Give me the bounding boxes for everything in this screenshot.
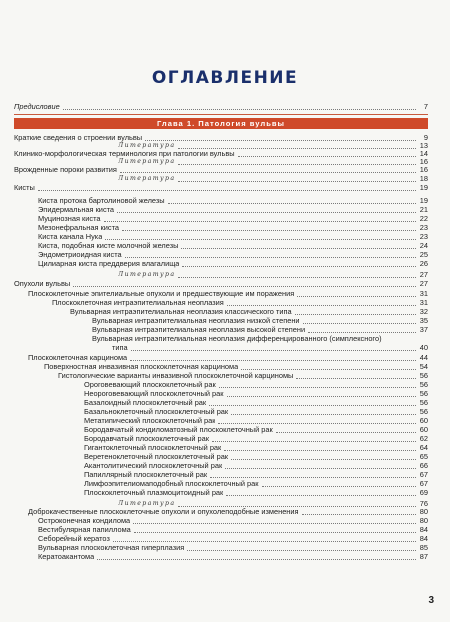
toc-entry-text: Плоскоклеточные эпителиальные опухоли и предшествующие им поражения	[28, 289, 295, 298]
toc-entry-page: 22	[419, 214, 428, 223]
toc-entry-page: 25	[419, 250, 428, 259]
toc-entry-page: 44	[419, 353, 428, 362]
leader-dots	[241, 368, 416, 370]
toc-entry-page: 76	[419, 499, 428, 508]
toc-entry-text: Врожденные пороки развития	[14, 165, 117, 174]
toc-entry[interactable]	[84, 380, 428, 389]
toc-entry-text: Акантолитический плоскоклеточный рак	[84, 461, 223, 470]
leader-dots	[227, 304, 416, 306]
toc-entry[interactable]	[38, 232, 428, 241]
toc-entry[interactable]	[84, 425, 428, 434]
toc-entry-page: 18	[419, 174, 428, 183]
toc-entry-page: 62	[419, 434, 428, 443]
toc-entry[interactable]	[38, 241, 428, 250]
toc-entry-text: Метатипический плоскоклеточный рак	[84, 416, 216, 425]
toc-entry[interactable]	[44, 362, 428, 371]
leader-dots	[130, 359, 416, 361]
toc-entry-text: Вульварная интраэпителиальная неоплазия высокой степени	[92, 325, 306, 334]
leader-dots	[105, 238, 416, 240]
divider-line	[14, 114, 428, 115]
toc-entry-text: Бородавчатый плоскоклеточный рак	[84, 434, 209, 443]
toc-entry[interactable]	[38, 525, 428, 534]
toc-entry-page: 19	[419, 183, 428, 192]
toc-entry-page: 67	[419, 470, 428, 479]
leader-dots	[168, 202, 416, 204]
toc-entry[interactable]	[38, 223, 428, 232]
toc-entry-text: Гистологические варианты инвазивной плоскоклеточной карциномы	[58, 371, 294, 380]
toc-entry-page: 56	[419, 407, 428, 416]
leader-dots	[187, 549, 416, 551]
toc-entry-text: Киста, подобная кисте молочной железы	[38, 241, 179, 250]
toc-entry-text: Литература	[118, 271, 176, 278]
toc-entry-page: 19	[419, 196, 428, 205]
toc-entry-page: 80	[419, 507, 428, 516]
toc-entry-text: Предисловие	[14, 102, 60, 111]
toc-entry[interactable]	[58, 371, 428, 380]
toc-entry-text: Себорейный кератоз	[38, 534, 110, 543]
toc-entry-page: 16	[419, 157, 428, 166]
toc-entry-page: 9	[423, 133, 428, 142]
toc-entry[interactable]	[38, 214, 428, 223]
toc-entry-text: Плоскоклеточная карцинома	[28, 353, 128, 362]
toc-entry[interactable]	[28, 289, 428, 298]
toc-entry-page: 54	[419, 362, 428, 371]
toc-entry[interactable]	[92, 325, 428, 334]
toc-entry[interactable]	[84, 434, 428, 443]
leader-dots	[133, 522, 416, 524]
toc-entry-text: Бородавчатый кондиломатозный плоскоклеточный рак	[84, 425, 273, 434]
chapter-heading[interactable]: Глава 1. Патология вульвы	[14, 118, 428, 129]
toc-entry-page: 40	[419, 343, 428, 352]
toc-entry-text: Остроконечная кондилома	[38, 516, 131, 525]
toc-entry-page: 21	[419, 205, 428, 214]
toc-entry[interactable]	[84, 416, 428, 425]
toc-entry-page: 56	[419, 380, 428, 389]
toc-entry-page: 16	[419, 165, 428, 174]
toc-entry-text: Гигантоклеточный плоскоклеточный рак	[84, 443, 222, 452]
leader-dots	[302, 513, 416, 515]
toc-entry[interactable]	[84, 407, 428, 416]
toc-entry[interactable]	[14, 165, 428, 174]
leader-dots	[303, 322, 416, 324]
toc-entry-page: 66	[419, 461, 428, 470]
toc-entry-page: 67	[419, 479, 428, 488]
leader-dots	[295, 313, 416, 315]
toc-entry-text: Ороговевающий плоскоклеточный рак	[84, 380, 216, 389]
toc-entry[interactable]	[92, 334, 428, 343]
toc-entry-text: Вульварная интраэпителиальная неоплазия классического типа	[70, 307, 292, 316]
toc-entry-page: 31	[419, 298, 428, 307]
toc-entry-text: типа	[112, 343, 128, 352]
toc-entry-page: 31	[419, 289, 428, 298]
toc-entry-text: Литература	[118, 142, 176, 149]
leader-dots	[125, 256, 416, 258]
leader-dots	[104, 220, 416, 222]
toc-entry-literature[interactable]	[118, 174, 428, 183]
toc-entry-preface[interactable]	[14, 102, 428, 111]
toc-entry[interactable]	[52, 298, 428, 307]
toc-entry[interactable]	[28, 353, 428, 362]
toc-entry-page: 23	[419, 232, 428, 241]
leader-dots	[225, 467, 416, 469]
toc-entry-text: Доброкачественные плоскоклеточные опухоли и опухолеподобные изменения	[28, 507, 299, 516]
leader-dots	[63, 108, 416, 110]
toc-entry[interactable]	[84, 488, 428, 497]
page-title: ОГЛАВЛЕНИЕ	[151, 68, 299, 88]
toc-entry-text: Литература	[118, 158, 176, 165]
toc-entry-text: Опухоли вульвы	[14, 279, 71, 288]
toc-entry-page: 27	[419, 270, 428, 279]
toc-entry-page: 69	[419, 488, 428, 497]
leader-dots	[297, 295, 416, 297]
toc-entry-page: 64	[419, 443, 428, 452]
leader-dots	[219, 386, 416, 388]
toc-entry-text: Мезонефральная киста	[38, 223, 119, 232]
toc-entry[interactable]	[38, 534, 428, 543]
toc-entry-page: 14	[419, 149, 428, 158]
toc-entry-text: Базалоидный плоскоклеточный рак	[84, 398, 207, 407]
toc-entry-text: Плоскоклеточный плазмоцитоидный рак	[84, 488, 224, 497]
toc-entry-page: 60	[419, 425, 428, 434]
toc-entry[interactable]	[38, 516, 428, 525]
toc-entry[interactable]	[38, 196, 428, 205]
leader-dots	[181, 247, 416, 249]
toc-entry-page: 23	[419, 223, 428, 232]
leader-dots	[209, 404, 416, 406]
toc-entry-text: Поверхностная инвазивная плоскоклеточная карцинома	[44, 362, 239, 371]
toc-entry-text: Вульварная интраэпителиальная неоплазия дифференцированного (симплексного)	[92, 334, 382, 343]
toc-entry-text: Лимфоэпителиомаподобный плоскоклеточный рак	[84, 479, 259, 488]
toc-entry-page: 24	[419, 241, 428, 250]
leader-dots	[182, 265, 416, 267]
toc-entry-literature[interactable]	[118, 270, 428, 279]
toc-entry-text: Киста протока бартолиновой железы	[38, 196, 165, 205]
leader-dots	[385, 341, 416, 342]
toc-entry[interactable]	[14, 183, 428, 192]
toc-entry[interactable]	[38, 552, 428, 561]
toc-entry-page: 27	[419, 279, 428, 288]
toc-entry-page: 60	[419, 416, 428, 425]
toc-entry[interactable]	[92, 316, 428, 325]
toc-entry[interactable]	[38, 259, 428, 268]
toc-entry[interactable]	[38, 205, 428, 214]
toc-entry-text: Эндометриоидная киста	[38, 250, 122, 259]
leader-dots	[227, 395, 416, 397]
toc-entry[interactable]	[84, 398, 428, 407]
toc-entry-page: 85	[419, 543, 428, 552]
toc-entry[interactable]	[84, 443, 428, 452]
leader-dots	[178, 276, 416, 278]
leader-dots	[113, 540, 416, 542]
toc-entry-text: Вульварная плоскоклеточная гиперплазия	[38, 543, 185, 552]
toc-entry[interactable]	[14, 279, 428, 288]
leader-dots	[276, 431, 416, 433]
toc-entry-text: Базальноклеточный плоскоклеточный рак	[84, 407, 229, 416]
toc-entry-text: Кисты	[14, 183, 35, 192]
toc-entry-text: Цилиарная киста преддверия влагалища	[38, 259, 180, 268]
toc-entry[interactable]	[112, 343, 428, 352]
toc-entry-text: Плоскоклеточная интраэпителиальная неоплазия	[52, 298, 224, 307]
toc-entry[interactable]	[84, 470, 428, 479]
toc-entry-text: Вульварная интраэпителиальная неоплазия низкой степени	[92, 316, 300, 325]
toc-entry-text: Неороговевающий плоскоклеточный рак	[84, 389, 224, 398]
toc-entry-text: Эпидермальная киста	[38, 205, 115, 214]
toc-entry-page: 84	[419, 534, 428, 543]
toc-entry-text: Клинико-морфологическая терминология при патологии вульвы	[14, 149, 235, 158]
leader-dots	[210, 476, 416, 478]
toc-entry[interactable]	[38, 543, 428, 552]
toc-entry-text: Литература	[118, 500, 176, 507]
leader-dots	[218, 422, 416, 424]
toc-entry-page: 32	[419, 307, 428, 316]
toc-entry-page: 35	[419, 316, 428, 325]
toc-entry-text: Краткие сведения о строении вульвы	[14, 133, 143, 142]
leader-dots	[117, 211, 416, 213]
toc-entry-text: Киста канала Нука	[38, 232, 103, 241]
page-number: 3	[428, 595, 434, 606]
toc-entry-text: Папиллярный плоскоклеточный рак	[84, 470, 208, 479]
toc-entry-page: 87	[419, 552, 428, 561]
leader-dots	[212, 440, 416, 442]
toc-entry-page: 56	[419, 398, 428, 407]
toc-entry-text: Кератоакантома	[38, 552, 95, 561]
leader-dots	[122, 229, 416, 231]
leader-dots	[231, 413, 416, 415]
toc-entry[interactable]	[38, 250, 428, 259]
leader-dots	[296, 377, 416, 379]
toc-entry[interactable]	[28, 507, 428, 516]
leader-dots	[308, 331, 416, 333]
leader-dots	[262, 485, 417, 487]
toc-entry-text: Литература	[118, 175, 176, 182]
leader-dots	[224, 449, 416, 451]
leader-dots	[131, 349, 416, 351]
toc-entry-page: 80	[419, 516, 428, 525]
toc-entry[interactable]	[84, 461, 428, 470]
leader-dots	[178, 180, 416, 182]
toc-entry-text: Веретеноклеточный плоскоклеточный рак	[84, 452, 229, 461]
toc-entry[interactable]	[70, 307, 428, 316]
leader-dots	[231, 458, 416, 460]
toc-entry[interactable]	[84, 479, 428, 488]
leader-dots	[226, 494, 416, 496]
toc-entry-page: 26	[419, 259, 428, 268]
toc-entry[interactable]	[84, 389, 428, 398]
toc-entry[interactable]	[84, 452, 428, 461]
toc-entry-page: 84	[419, 525, 428, 534]
toc-entry-page: 37	[419, 325, 428, 334]
leader-dots	[38, 189, 416, 191]
leader-dots	[120, 171, 416, 173]
toc-entry-text: Вестибулярная папиллома	[38, 525, 131, 534]
toc-entry-page: 56	[419, 371, 428, 380]
leader-dots	[134, 531, 416, 533]
toc-entry-page: 13	[419, 141, 428, 150]
toc-entry-page: 56	[419, 389, 428, 398]
leader-dots	[97, 558, 416, 560]
leader-dots	[73, 285, 416, 287]
toc-entry-page: 7	[423, 102, 428, 111]
toc-entry-text: Муцинозная киста	[38, 214, 101, 223]
toc-entry-page: 65	[419, 452, 428, 461]
